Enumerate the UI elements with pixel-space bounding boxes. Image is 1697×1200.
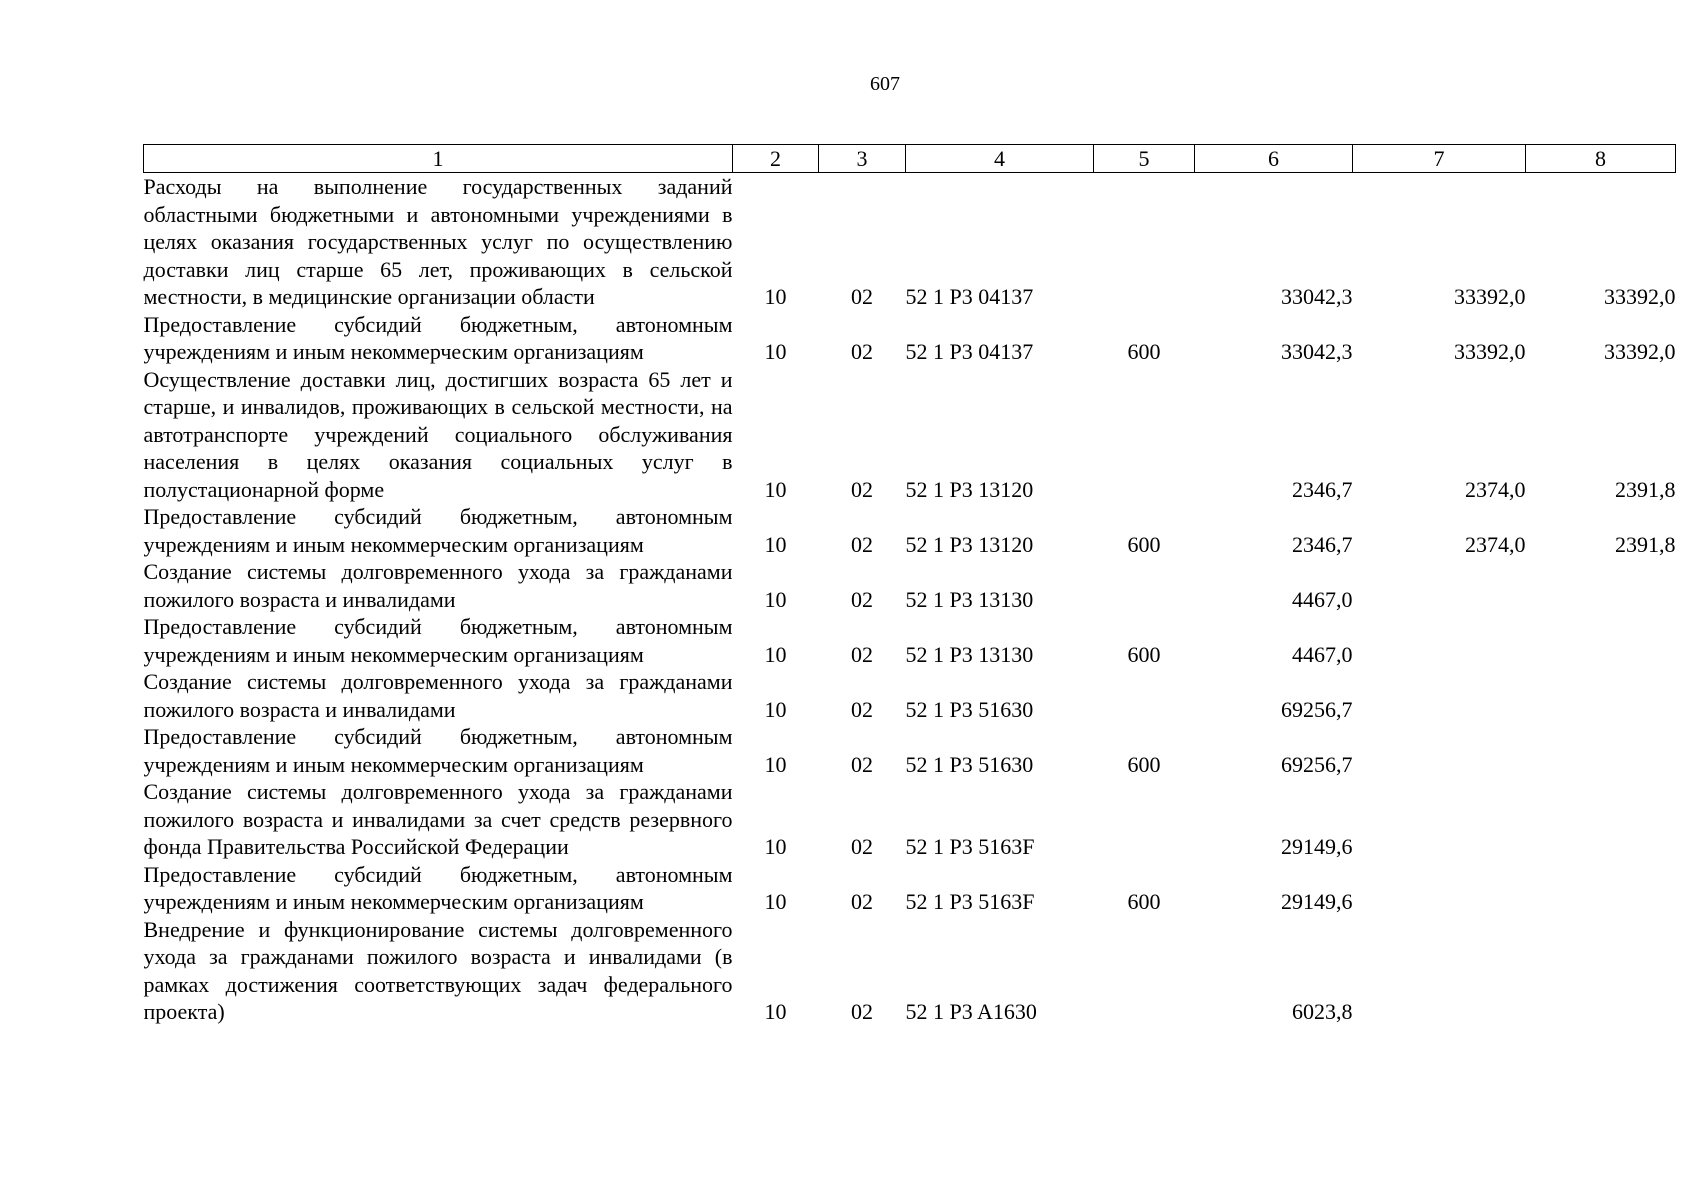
cell-amount-col7: 33392,0 <box>1454 339 1526 364</box>
header-col-1: 1 <box>144 145 733 173</box>
table-header <box>144 145 1676 173</box>
cell-amount-col7: 33392,0 <box>1454 284 1526 309</box>
table-row <box>144 366 1676 504</box>
cell-expense-type <box>1094 668 1195 723</box>
cell-subsection: 02 <box>851 339 873 364</box>
row-description: Предоставление субсидий бюджетным, автономным учреждениям и иным некоммерческим организациям <box>143 861 733 914</box>
cell-subsection: 02 <box>851 586 873 612</box>
cell-subsection: 02 <box>851 999 873 1024</box>
cell-section: 10 <box>764 751 787 777</box>
cell-amount-col7: 2374,0 <box>1465 531 1526 557</box>
cell-amount-col7 <box>1353 723 1526 778</box>
cell-amount-col7 <box>1353 778 1526 861</box>
cell-target-article: 52 1 P3 13120 <box>905 531 1034 557</box>
cell-amount-col7: 2374,0 <box>1465 476 1526 502</box>
cell-expense-type <box>1094 366 1195 504</box>
table-row <box>144 613 1676 668</box>
cell-expense-type <box>1094 558 1195 613</box>
row-description: Создание системы долговременного ухода за гражданами пожилого возраста и инвалидами за счет средств резервного фонда Правительства Российской Федерации <box>143 779 733 859</box>
cell-target-article: 52 1 P3 04137 <box>905 339 1034 364</box>
header-col-2: 2 <box>733 145 819 173</box>
cell-amount-col6: 29149,6 <box>1281 889 1353 914</box>
cell-amount-col6: 2346,7 <box>1292 531 1353 557</box>
cell-amount-col7 <box>1353 613 1526 668</box>
cell-amount-col8 <box>1526 558 1676 613</box>
header-col-6: 6 <box>1195 145 1353 173</box>
row-description: Создание системы долговременного ухода за гражданами пожилого возраста и инвалидами <box>143 559 733 612</box>
cell-subsection: 02 <box>851 696 873 722</box>
row-description: Расходы на выполнение государственных заданий областными бюджетными и автономными учреждениями в целях оказания государственных услуг по осуществлению доставки лиц старше 65 лет, проживающих в сельской местности, в медицинские организации области <box>143 174 733 309</box>
table-body <box>144 173 1676 1026</box>
cell-expense-type <box>1094 173 1195 311</box>
cell-target-article: 52 1 P3 A1630 <box>905 999 1037 1024</box>
cell-section: 10 <box>764 531 787 557</box>
header-col-3: 3 <box>819 145 906 173</box>
cell-amount-col6: 33042,3 <box>1281 339 1353 364</box>
cell-amount-col8: 2391,8 <box>1615 531 1676 557</box>
page-number: 607 <box>870 73 900 95</box>
table-row <box>144 503 1676 558</box>
header-col-7: 7 <box>1353 145 1526 173</box>
cell-amount-col8: 2391,8 <box>1615 476 1676 502</box>
cell-amount-col8 <box>1526 916 1676 1026</box>
cell-amount-col8 <box>1526 668 1676 723</box>
cell-amount-col8 <box>1526 861 1676 916</box>
cell-expense-type: 600 <box>1127 751 1161 777</box>
table-row <box>144 778 1676 861</box>
cell-section: 10 <box>764 889 787 914</box>
table-row <box>144 173 1676 311</box>
table-row <box>144 558 1676 613</box>
cell-expense-type: 600 <box>1127 641 1161 667</box>
cell-expense-type: 600 <box>1127 531 1161 557</box>
cell-subsection: 02 <box>851 476 873 502</box>
row-description: Предоставление субсидий бюджетным, автономным учреждениям и иным некоммерческим организациям <box>143 504 733 557</box>
cell-amount-col8: 33392,0 <box>1604 284 1676 309</box>
cell-amount-col6: 69256,7 <box>1281 696 1353 722</box>
cell-expense-type <box>1094 916 1195 1026</box>
table-row <box>144 916 1676 1026</box>
header-col-5: 5 <box>1094 145 1195 173</box>
table-row <box>144 723 1676 778</box>
cell-target-article: 52 1 P3 51630 <box>905 696 1034 722</box>
cell-amount-col6: 2346,7 <box>1292 476 1353 502</box>
cell-target-article: 52 1 P3 51630 <box>905 751 1034 777</box>
cell-amount-col6: 4467,0 <box>1292 641 1353 667</box>
table-row <box>144 668 1676 723</box>
cell-target-article: 52 1 P3 5163F <box>905 889 1035 914</box>
table-row <box>144 861 1676 916</box>
header-row <box>144 145 1676 173</box>
table-row <box>144 311 1676 366</box>
row-description: Предоставление субсидий бюджетным, автономным учреждениям и иным некоммерческим организациям <box>143 614 733 667</box>
cell-amount-col6: 29149,6 <box>1281 834 1353 859</box>
cell-section: 10 <box>764 999 787 1024</box>
cell-subsection: 02 <box>851 531 873 557</box>
cell-target-article: 52 1 P3 5163F <box>905 834 1035 859</box>
row-description: Внедрение и функционирование системы долговременного ухода за гражданами пожилого возраста и инвалидами (в рамках достижения соответствующих задач федерального проекта) <box>143 916 733 1024</box>
cell-target-article: 52 1 P3 13120 <box>905 476 1034 502</box>
header-col-8: 8 <box>1526 145 1676 173</box>
cell-section: 10 <box>764 834 787 859</box>
cell-amount-col6: 33042,3 <box>1281 284 1353 309</box>
cell-expense-type <box>1094 778 1195 861</box>
cell-section: 10 <box>764 641 787 667</box>
cell-amount-col7 <box>1353 861 1526 916</box>
cell-amount-col6: 69256,7 <box>1281 751 1353 777</box>
cell-target-article: 52 1 P3 13130 <box>905 586 1034 612</box>
cell-section: 10 <box>764 284 787 309</box>
cell-subsection: 02 <box>851 889 873 914</box>
row-description: Осуществление доставки лиц, достигших возраста 65 лет и старше, и инвалидов, проживающих в сельской местности, на автотранспорте учреждений социального обслуживания населения в целях оказания социальных услуг в полустационарной форме <box>143 366 733 502</box>
cell-amount-col7 <box>1353 668 1526 723</box>
cell-section: 10 <box>764 696 787 722</box>
cell-target-article: 52 1 P3 13130 <box>905 641 1034 667</box>
row-description: Предоставление субсидий бюджетным, автономным учреждениям и иным некоммерческим организациям <box>143 311 733 364</box>
budget-table <box>143 144 1676 1026</box>
cell-amount-col6: 4467,0 <box>1292 586 1353 612</box>
cell-amount-col6: 6023,8 <box>1292 999 1353 1024</box>
cell-expense-type: 600 <box>1127 339 1161 364</box>
cell-amount-col7 <box>1353 916 1526 1026</box>
cell-section: 10 <box>764 476 787 502</box>
header-col-4: 4 <box>906 145 1094 173</box>
cell-amount-col8: 33392,0 <box>1604 339 1676 364</box>
cell-target-article: 52 1 P3 04137 <box>905 284 1034 309</box>
cell-expense-type: 600 <box>1127 889 1161 914</box>
cell-amount-col8 <box>1526 723 1676 778</box>
cell-amount-col7 <box>1353 558 1526 613</box>
row-description: Предоставление субсидий бюджетным, автономным учреждениям и иным некоммерческим организациям <box>143 724 733 777</box>
cell-subsection: 02 <box>851 834 873 859</box>
cell-subsection: 02 <box>851 284 873 309</box>
cell-section: 10 <box>764 586 787 612</box>
cell-section: 10 <box>764 339 787 364</box>
cell-subsection: 02 <box>851 641 873 667</box>
cell-amount-col8 <box>1526 613 1676 668</box>
row-description: Создание системы долговременного ухода за гражданами пожилого возраста и инвалидами <box>143 669 733 722</box>
cell-subsection: 02 <box>851 751 873 777</box>
cell-amount-col8 <box>1526 778 1676 861</box>
